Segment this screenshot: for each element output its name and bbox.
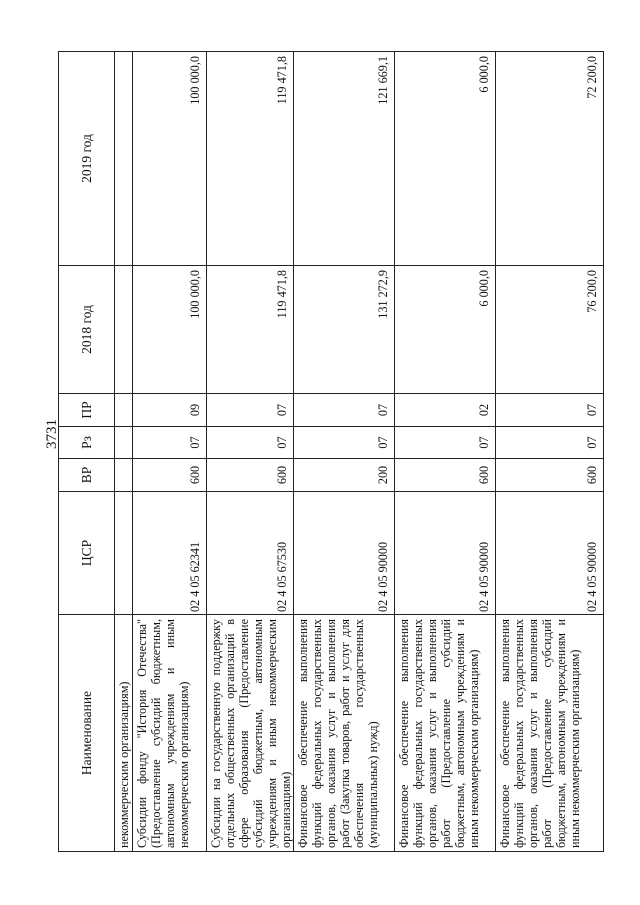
row-csr: 02 4 05 90000 [496, 492, 604, 615]
row-csr: 02 4 05 62341 [133, 492, 207, 615]
row-rz: 07 [395, 427, 496, 459]
row-2018: 131 272,9 [294, 266, 395, 394]
row-vr: 200 [294, 459, 395, 492]
budget-table [58, 51, 604, 852]
row-2019: 121 669,1 [294, 52, 395, 266]
row-rz: 07 [133, 427, 207, 459]
table-row [496, 52, 604, 852]
continuation-cell [115, 459, 133, 492]
row-pr: 02 [395, 394, 496, 427]
row-2018: 119 471,8 [207, 266, 294, 394]
header-vr: ВР [59, 459, 115, 492]
row-name: Финансовое обеспечение выполнения функций федеральных государственных органов, оказания услуг и выполнения работ (Предоставление субсидий бюджетным, автономным учреждениям и иным некоммерческим организациям) [496, 615, 604, 852]
table-header-row [59, 52, 115, 852]
continuation-cell [115, 266, 133, 394]
header-2018: 2018 год [59, 266, 115, 394]
row-name: Финансовое обеспечение выполнения функций федеральных государственных органов, оказания услуг и выполнения работ (Предоставление субсидий бюджетным, автономным учреждениям и иным некоммерческим организациям) [395, 615, 496, 852]
header-rz: Рз [59, 427, 115, 459]
row-2019: 6 000,0 [395, 52, 496, 266]
header-name: Наименование [59, 615, 115, 852]
continuation-cell [115, 394, 133, 427]
row-pr: 07 [294, 394, 395, 427]
continuation-cell [115, 427, 133, 459]
table-row [294, 52, 395, 852]
row-vr: 600 [207, 459, 294, 492]
continuation-row [115, 52, 133, 852]
row-name: Субсидии на государственную поддержку отдельных общественных организаций в сфере образования (Предоставление субсидий бюджетным, автономным учреждениям и иным некоммерческим организациям) [207, 615, 294, 852]
table-row [207, 52, 294, 852]
row-csr: 02 4 05 90000 [395, 492, 496, 615]
table-row [395, 52, 496, 852]
row-2018: 76 200,0 [496, 266, 604, 394]
continuation-text: некоммерческим организациям) [115, 615, 133, 852]
table-row [133, 52, 207, 852]
row-rz: 07 [496, 427, 604, 459]
header-csr: ЦСР [59, 492, 115, 615]
row-pr: 09 [133, 394, 207, 427]
row-rz: 07 [294, 427, 395, 459]
row-vr: 600 [133, 459, 207, 492]
continuation-cell [115, 52, 133, 266]
row-csr: 02 4 05 67530 [207, 492, 294, 615]
row-csr: 02 4 05 90000 [294, 492, 395, 615]
row-2018: 6 000,0 [395, 266, 496, 394]
row-vr: 600 [496, 459, 604, 492]
row-vr: 600 [395, 459, 496, 492]
header-pr: ПР [59, 394, 115, 427]
row-name: Субсидии фонду "История Отечества" (Предоставление субсидий бюджетным, автономным учреждениям и иным некоммерческим организациям) [133, 615, 207, 852]
row-2019: 100 000,0 [133, 52, 207, 266]
row-2019: 72 200,0 [496, 52, 604, 266]
row-2018: 100 000,0 [133, 266, 207, 394]
rotated-table-wrapper [58, 52, 603, 852]
continuation-cell [115, 492, 133, 615]
row-rz: 07 [207, 427, 294, 459]
page-number: 3731 [44, 419, 60, 449]
row-pr: 07 [207, 394, 294, 427]
row-pr: 07 [496, 394, 604, 427]
row-2019: 119 471,8 [207, 52, 294, 266]
header-2019: 2019 год [59, 52, 115, 266]
row-name: Финансовое обеспечение выполнения функций федеральных государственных органов, оказания услуг и выполнения работ (Закупка товаров, работ и услуг для обеспечения государственных (муниципальных) нужд) [294, 615, 395, 852]
